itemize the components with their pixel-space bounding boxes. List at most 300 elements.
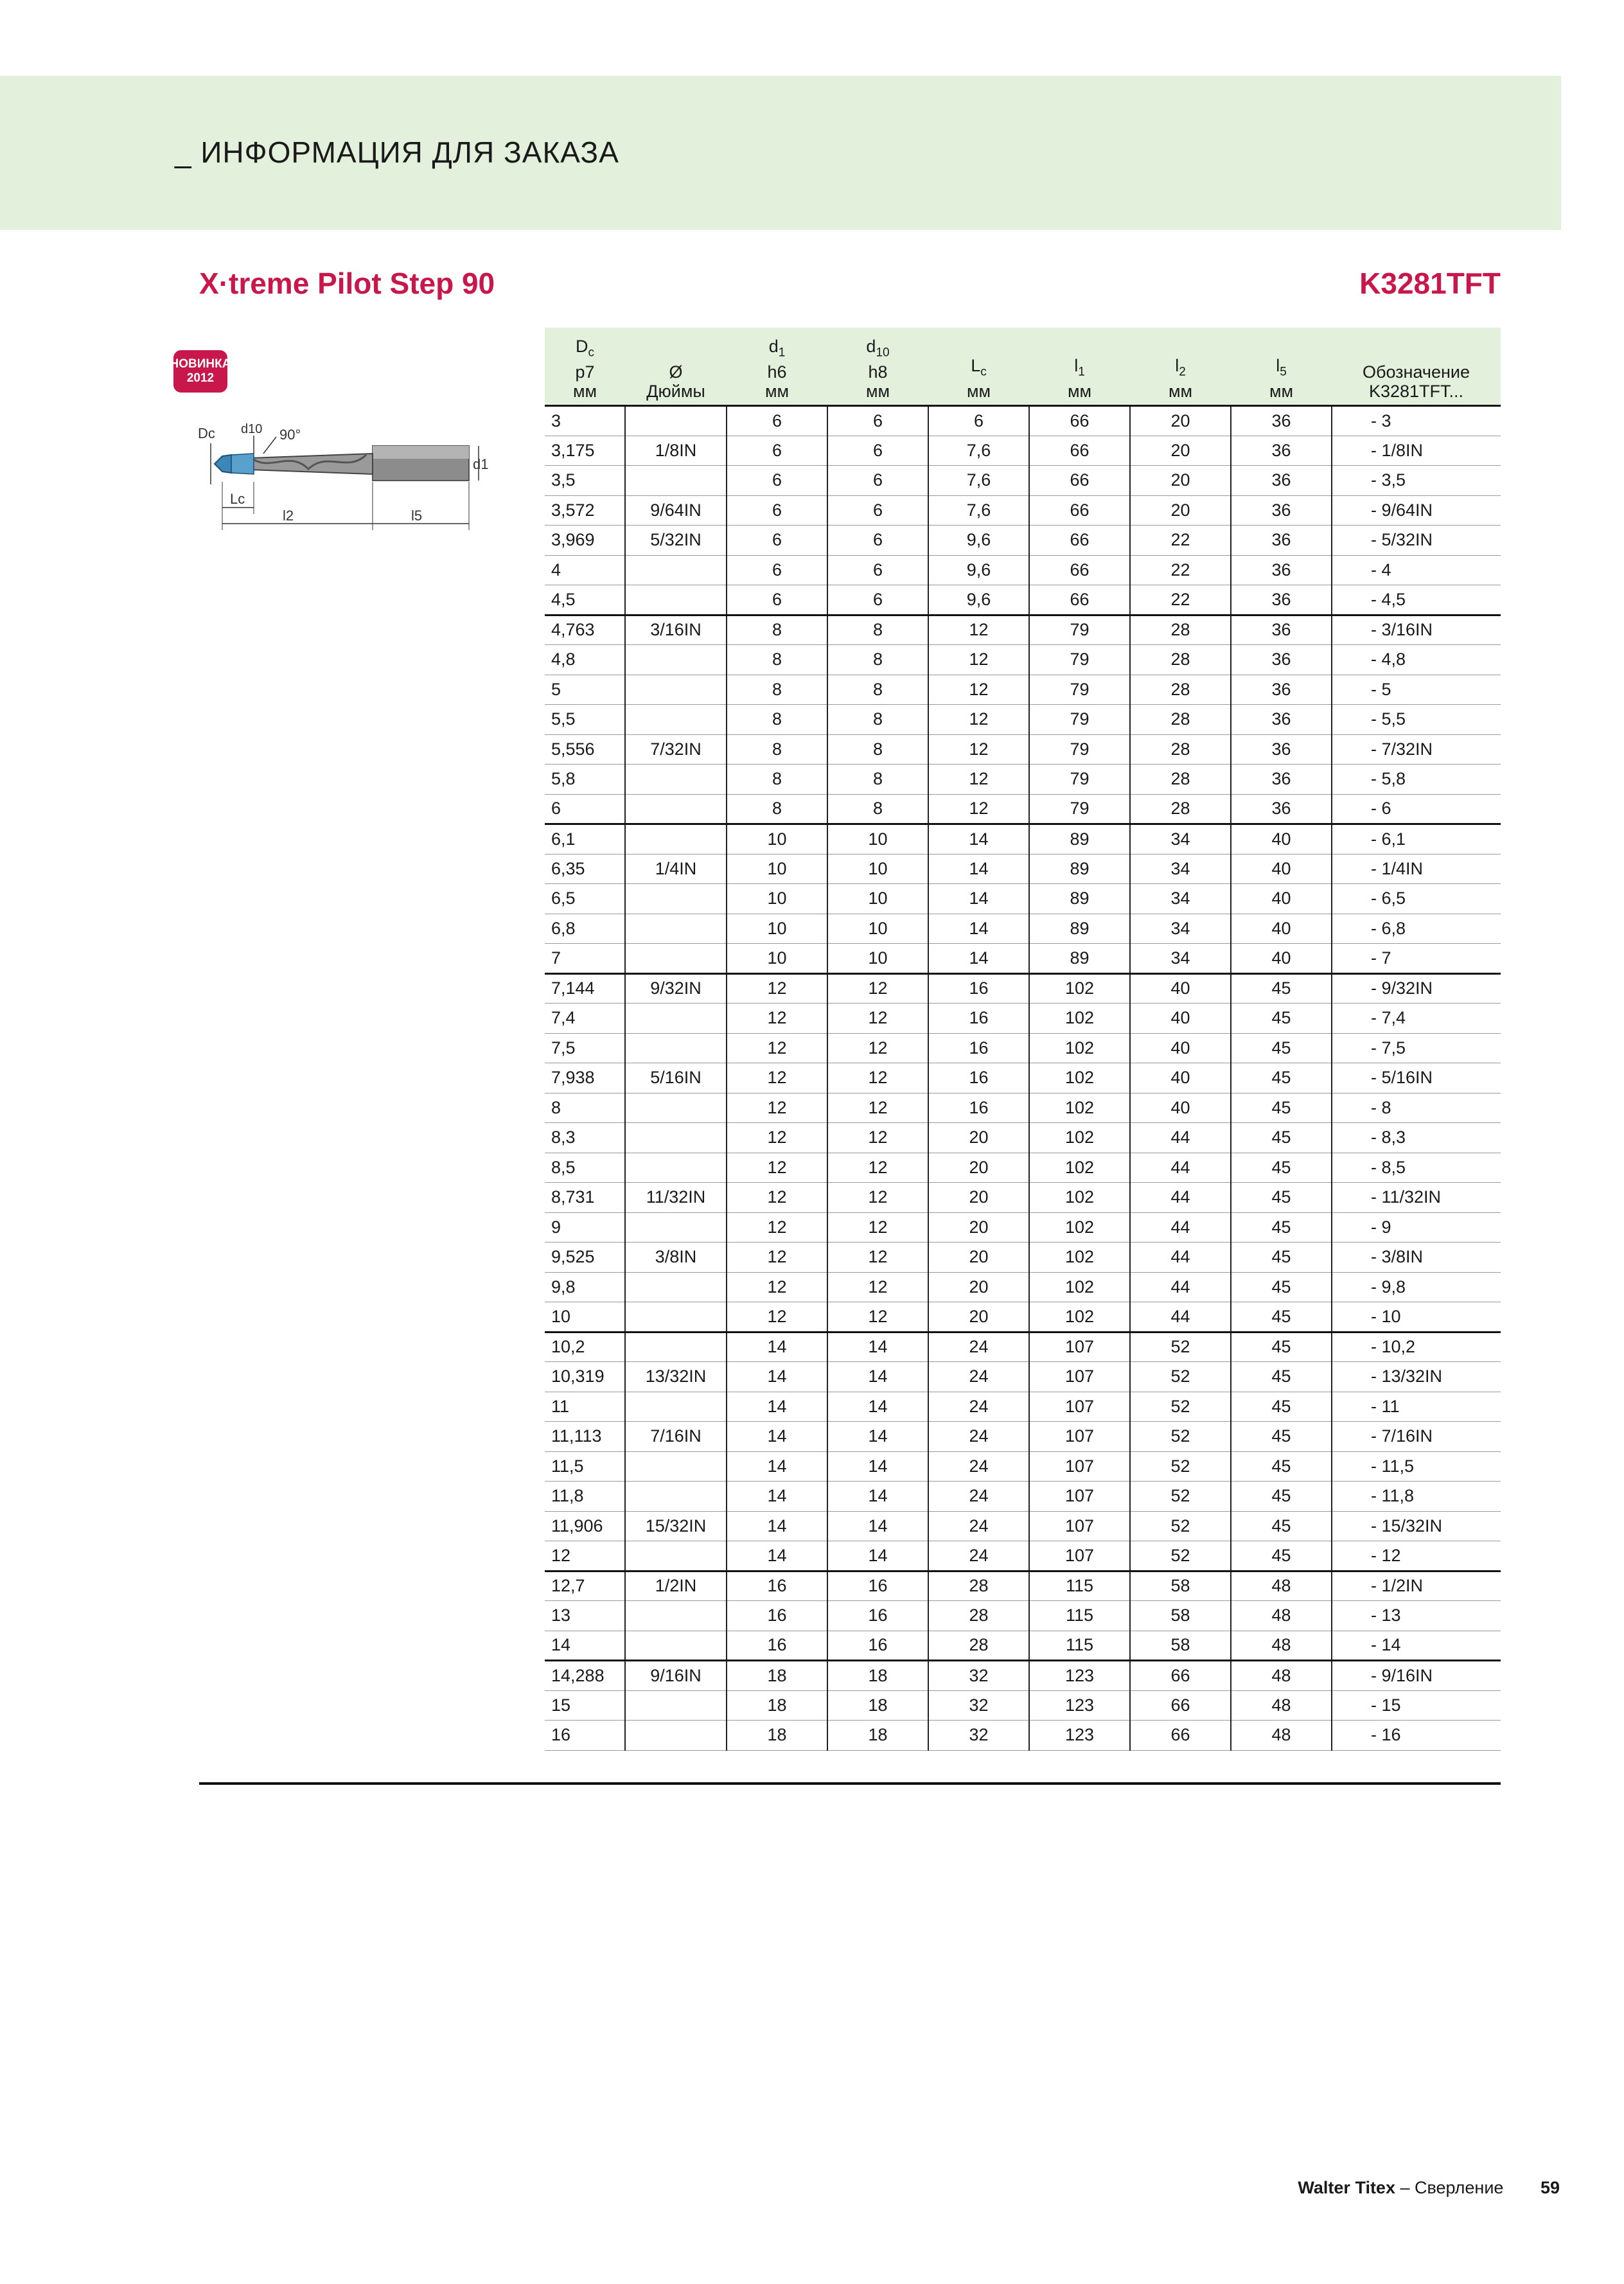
- table-cell: - 6,8: [1332, 914, 1501, 944]
- table-cell: 40: [1231, 914, 1332, 944]
- table-cell: 11,113: [545, 1422, 625, 1452]
- table-cell: 14: [727, 1482, 827, 1512]
- table-cell: 6: [727, 406, 827, 436]
- table-cell: 16: [545, 1721, 625, 1751]
- table-cell: 28: [1130, 645, 1231, 675]
- table-row: [545, 1272, 1501, 1302]
- table-cell: 12: [827, 1183, 928, 1213]
- table-cell: 9: [545, 1212, 625, 1243]
- table-cell: 9/64IN: [625, 495, 727, 526]
- table-cell: - 13: [1332, 1601, 1501, 1631]
- table-cell: 44: [1130, 1272, 1231, 1302]
- table-row: [545, 1482, 1501, 1512]
- table-cell: 16: [827, 1601, 928, 1631]
- table-row: [545, 615, 1501, 645]
- table-header-row: [545, 328, 1501, 406]
- table-cell: [625, 1093, 727, 1123]
- table-cell: 20: [1130, 466, 1231, 496]
- table-row: [545, 1392, 1501, 1422]
- product-name: X·treme Pilot Step 90: [199, 267, 495, 300]
- table-cell: 52: [1130, 1451, 1231, 1482]
- table-cell: 8: [827, 705, 928, 735]
- product-code: K3281TFT: [1359, 267, 1501, 300]
- table-cell: 8: [727, 705, 827, 735]
- table-cell: 36: [1231, 406, 1332, 436]
- table-cell: - 9,8: [1332, 1272, 1501, 1302]
- table-cell: 7/16IN: [625, 1422, 727, 1452]
- table-cell: 14: [727, 1511, 827, 1541]
- table-cell: 44: [1130, 1123, 1231, 1153]
- table-cell: [625, 1482, 727, 1512]
- table-cell: - 1/2IN: [1332, 1571, 1501, 1601]
- table-cell: - 3: [1332, 406, 1501, 436]
- table-cell: - 5,8: [1332, 765, 1501, 795]
- table-cell: 16: [928, 1093, 1029, 1123]
- table-cell: 40: [1130, 1033, 1231, 1063]
- label-lc: Lc: [230, 491, 245, 507]
- table-cell: 52: [1130, 1541, 1231, 1571]
- table-cell: 123: [1029, 1721, 1130, 1751]
- table-cell: [625, 466, 727, 496]
- table-row: [545, 1362, 1501, 1392]
- table-cell: 36: [1231, 555, 1332, 585]
- table-cell: 7: [545, 944, 625, 974]
- table-row: [545, 794, 1501, 824]
- table-cell: 14: [545, 1631, 625, 1661]
- table-cell: 3,572: [545, 495, 625, 526]
- table-cell: [625, 1690, 727, 1721]
- table-cell: [625, 406, 727, 436]
- table-cell: - 11,5: [1332, 1451, 1501, 1482]
- table-cell: [625, 1601, 727, 1631]
- table-bottom-rule: [199, 1782, 1501, 1785]
- table-cell: 7,144: [545, 973, 625, 1004]
- table-cell: - 7: [1332, 944, 1501, 974]
- table-cell: - 10: [1332, 1302, 1501, 1332]
- table-cell: 66: [1029, 555, 1130, 585]
- table-cell: - 5,5: [1332, 705, 1501, 735]
- table-cell: 40: [1231, 854, 1332, 884]
- table-cell: 66: [1130, 1690, 1231, 1721]
- table-cell: 8: [827, 794, 928, 824]
- table-cell: 4,5: [545, 585, 625, 615]
- table-cell: 66: [1029, 406, 1130, 436]
- table-cell: 6,1: [545, 824, 625, 854]
- table-cell: 8: [827, 734, 928, 765]
- table-cell: 32: [928, 1721, 1029, 1751]
- column-header: $d_{10}$ h8 мм: [827, 328, 928, 406]
- footer-section: – Сверление: [1400, 2178, 1504, 2197]
- table-cell: 24: [928, 1451, 1029, 1482]
- table-cell: 48: [1231, 1690, 1332, 1721]
- table-cell: 34: [1130, 884, 1231, 914]
- table-row: [545, 944, 1501, 974]
- table-cell: 79: [1029, 645, 1130, 675]
- label-d1: d1: [473, 456, 489, 472]
- table-cell: 8: [727, 615, 827, 645]
- table-row: [545, 705, 1501, 735]
- table-cell: 12: [827, 1212, 928, 1243]
- table-cell: [625, 585, 727, 615]
- table-cell: - 4,5: [1332, 585, 1501, 615]
- table-cell: 16: [727, 1631, 827, 1661]
- table-cell: 66: [1029, 585, 1130, 615]
- table-cell: 24: [928, 1392, 1029, 1422]
- table-row: [545, 495, 1501, 526]
- table-row: [545, 675, 1501, 705]
- table-cell: 6: [827, 466, 928, 496]
- table-cell: 102: [1029, 1033, 1130, 1063]
- table-row: [545, 1422, 1501, 1452]
- table-cell: [625, 1541, 727, 1571]
- table-row: [545, 1212, 1501, 1243]
- table-row: [545, 734, 1501, 765]
- table-cell: 10,319: [545, 1362, 625, 1392]
- table-cell: 89: [1029, 854, 1130, 884]
- table-cell: 36: [1231, 615, 1332, 645]
- table-cell: 14: [928, 824, 1029, 854]
- table-cell: 14: [928, 914, 1029, 944]
- table-cell: 10: [727, 914, 827, 944]
- table-cell: 79: [1029, 705, 1130, 735]
- table-cell: 66: [1130, 1661, 1231, 1691]
- table-cell: 36: [1231, 675, 1332, 705]
- table-cell: [625, 645, 727, 675]
- table-cell: - 3/16IN: [1332, 615, 1501, 645]
- table-cell: 9,6: [928, 555, 1029, 585]
- table-cell: [625, 1123, 727, 1153]
- table-cell: 10: [827, 824, 928, 854]
- table-cell: 24: [928, 1482, 1029, 1512]
- table-cell: [625, 824, 727, 854]
- table-cell: 20: [928, 1272, 1029, 1302]
- table-cell: 52: [1130, 1422, 1231, 1452]
- table-row: [545, 884, 1501, 914]
- table-cell: 40: [1130, 1063, 1231, 1093]
- table-cell: 52: [1130, 1362, 1231, 1392]
- table-cell: 123: [1029, 1661, 1130, 1691]
- table-cell: 36: [1231, 734, 1332, 765]
- table-cell: 107: [1029, 1451, 1130, 1482]
- table-cell: - 7,5: [1332, 1033, 1501, 1063]
- drill-diagram-icon: [193, 418, 495, 553]
- table-row: [545, 914, 1501, 944]
- table-cell: 12: [727, 1123, 827, 1153]
- table-cell: - 11,8: [1332, 1482, 1501, 1512]
- table-cell: - 6,5: [1332, 884, 1501, 914]
- table-cell: 34: [1130, 854, 1231, 884]
- table-cell: 40: [1231, 824, 1332, 854]
- table-cell: 18: [827, 1690, 928, 1721]
- table-cell: 12: [928, 675, 1029, 705]
- table-cell: 16: [928, 1004, 1029, 1034]
- table-cell: 12: [727, 1033, 827, 1063]
- table-cell: 89: [1029, 884, 1130, 914]
- table-cell: 16: [827, 1631, 928, 1661]
- table-cell: 36: [1231, 585, 1332, 615]
- table-cell: 12: [827, 1004, 928, 1034]
- table-row: [545, 466, 1501, 496]
- table-cell: 48: [1231, 1661, 1332, 1691]
- table-cell: 102: [1029, 1272, 1130, 1302]
- table-row: [545, 1511, 1501, 1541]
- table-cell: 16: [827, 1571, 928, 1601]
- table-cell: 14: [827, 1392, 928, 1422]
- table-cell: 12: [827, 1123, 928, 1153]
- table-cell: - 15/32IN: [1332, 1511, 1501, 1541]
- table-cell: 6: [827, 436, 928, 466]
- table-cell: 102: [1029, 1063, 1130, 1093]
- table-cell: 8: [727, 645, 827, 675]
- table-cell: 79: [1029, 734, 1130, 765]
- table-cell: 48: [1231, 1571, 1332, 1601]
- table-cell: 28: [1130, 705, 1231, 735]
- table-cell: 36: [1231, 705, 1332, 735]
- table-cell: 36: [1231, 436, 1332, 466]
- table-cell: 40: [1231, 884, 1332, 914]
- table-cell: 89: [1029, 914, 1130, 944]
- table-cell: 48: [1231, 1721, 1332, 1751]
- table-cell: [625, 794, 727, 824]
- table-cell: 44: [1130, 1243, 1231, 1273]
- table-cell: 28: [1130, 615, 1231, 645]
- table-cell: 107: [1029, 1332, 1130, 1362]
- table-cell: 5: [545, 675, 625, 705]
- table-cell: 16: [727, 1601, 827, 1631]
- table-cell: 20: [1130, 436, 1231, 466]
- table-cell: 7,6: [928, 466, 1029, 496]
- table-cell: 6: [928, 406, 1029, 436]
- table-cell: 11: [545, 1392, 625, 1422]
- table-cell: 3/16IN: [625, 615, 727, 645]
- table-cell: 6: [827, 495, 928, 526]
- table-cell: 79: [1029, 675, 1130, 705]
- table-cell: 24: [928, 1541, 1029, 1571]
- table-cell: 44: [1130, 1183, 1231, 1213]
- table-cell: - 16: [1332, 1721, 1501, 1751]
- table-cell: 66: [1029, 526, 1130, 556]
- table-cell: [625, 1212, 727, 1243]
- table-row: [545, 1302, 1501, 1332]
- table-cell: 89: [1029, 824, 1130, 854]
- table-cell: [625, 1004, 727, 1034]
- table-row: [545, 1063, 1501, 1093]
- table-cell: 115: [1029, 1631, 1130, 1661]
- table-cell: [625, 1631, 727, 1661]
- table-cell: 12: [727, 1302, 827, 1332]
- table-cell: 52: [1130, 1332, 1231, 1362]
- table-cell: 14,288: [545, 1661, 625, 1691]
- table-cell: 107: [1029, 1482, 1130, 1512]
- table-cell: 3/8IN: [625, 1243, 727, 1273]
- table-cell: 36: [1231, 495, 1332, 526]
- table-cell: 7,5: [545, 1033, 625, 1063]
- table-cell: 6: [727, 436, 827, 466]
- table-cell: 12: [827, 1033, 928, 1063]
- table-cell: 18: [827, 1721, 928, 1751]
- table-cell: 6: [727, 585, 827, 615]
- table-cell: - 10,2: [1332, 1332, 1501, 1362]
- table-cell: 5/32IN: [625, 526, 727, 556]
- table-cell: [625, 1033, 727, 1063]
- table-cell: 12: [727, 1212, 827, 1243]
- table-cell: 12: [928, 705, 1029, 735]
- column-header: $D_c$ p7 мм: [545, 328, 625, 406]
- table-cell: - 9/16IN: [1332, 1661, 1501, 1691]
- table-cell: 16: [928, 973, 1029, 1004]
- table-cell: 12: [928, 645, 1029, 675]
- table-cell: 13: [545, 1601, 625, 1631]
- table-cell: 12: [827, 1302, 928, 1332]
- table-cell: 14: [827, 1482, 928, 1512]
- table-cell: 14: [727, 1422, 827, 1452]
- table-cell: 1/2IN: [625, 1571, 727, 1601]
- table-cell: 8: [727, 794, 827, 824]
- table-cell: 6: [727, 495, 827, 526]
- table-cell: 11,906: [545, 1511, 625, 1541]
- table-cell: 102: [1029, 1153, 1130, 1183]
- table-cell: 9/32IN: [625, 973, 727, 1004]
- table-cell: [625, 914, 727, 944]
- table-cell: 10: [727, 854, 827, 884]
- table-cell: 8: [827, 615, 928, 645]
- table-cell: 20: [928, 1243, 1029, 1273]
- table-cell: 48: [1231, 1631, 1332, 1661]
- table-cell: 34: [1130, 914, 1231, 944]
- table-cell: 5,5: [545, 705, 625, 735]
- table-cell: 8,731: [545, 1183, 625, 1213]
- column-header: $l_1$ мм: [1029, 328, 1130, 406]
- table-cell: 45: [1231, 1511, 1332, 1541]
- table-cell: 7,938: [545, 1063, 625, 1093]
- column-header: $l_5$ мм: [1231, 328, 1332, 406]
- table-cell: 6: [827, 555, 928, 585]
- table-row: [545, 1451, 1501, 1482]
- table-cell: 24: [928, 1422, 1029, 1452]
- table-cell: 102: [1029, 1302, 1130, 1332]
- table-cell: 3,175: [545, 436, 625, 466]
- table-cell: 32: [928, 1690, 1029, 1721]
- table-cell: - 1/8IN: [1332, 436, 1501, 466]
- table-cell: 11,8: [545, 1482, 625, 1512]
- table-cell: 6: [727, 555, 827, 585]
- table-cell: 102: [1029, 1183, 1130, 1213]
- page-footer: [1298, 2178, 1560, 2198]
- table-cell: [625, 944, 727, 974]
- table-cell: 102: [1029, 1212, 1130, 1243]
- table-cell: 45: [1231, 1004, 1332, 1034]
- table-cell: 8: [727, 765, 827, 795]
- table-cell: - 9/64IN: [1332, 495, 1501, 526]
- table-cell: 16: [727, 1571, 827, 1601]
- table-cell: 22: [1130, 585, 1231, 615]
- table-row: [545, 1183, 1501, 1213]
- table-cell: 14: [827, 1422, 928, 1452]
- table-cell: 28: [928, 1571, 1029, 1601]
- table-row: [545, 1153, 1501, 1183]
- table-cell: [625, 1721, 727, 1751]
- table-cell: 12: [827, 1153, 928, 1183]
- table-cell: 8,3: [545, 1123, 625, 1153]
- table-cell: 12: [727, 1272, 827, 1302]
- table-cell: 45: [1231, 1451, 1332, 1482]
- table-body: [545, 406, 1501, 1751]
- table-cell: 45: [1231, 1063, 1332, 1093]
- table-cell: - 9/32IN: [1332, 973, 1501, 1004]
- column-header: $l_2$ мм: [1130, 328, 1231, 406]
- table-cell: 45: [1231, 1153, 1332, 1183]
- badge-line2: 2012: [186, 371, 215, 385]
- table-cell: 14: [827, 1511, 928, 1541]
- table-cell: [625, 705, 727, 735]
- table-cell: 14: [928, 854, 1029, 884]
- table-cell: 107: [1029, 1541, 1130, 1571]
- table-cell: 12: [928, 794, 1029, 824]
- table-cell: 20: [1130, 406, 1231, 436]
- table-cell: 4,763: [545, 615, 625, 645]
- label-l5: l5: [411, 508, 423, 524]
- table-cell: 16: [928, 1063, 1029, 1093]
- table-cell: 107: [1029, 1392, 1130, 1422]
- table-cell: 66: [1029, 436, 1130, 466]
- table-cell: - 15: [1332, 1690, 1501, 1721]
- table-row: [545, 1123, 1501, 1153]
- table-cell: 12: [827, 1243, 928, 1273]
- table-cell: 52: [1130, 1511, 1231, 1541]
- column-header: $L_c$ мм: [928, 328, 1029, 406]
- table-cell: [625, 1302, 727, 1332]
- table-cell: 45: [1231, 973, 1332, 1004]
- table-row: [545, 1661, 1501, 1691]
- table-cell: [625, 1451, 727, 1482]
- table-cell: 12,7: [545, 1571, 625, 1601]
- table-cell: 102: [1029, 1093, 1130, 1123]
- table-row: [545, 526, 1501, 556]
- table-row: [545, 765, 1501, 795]
- table-cell: - 8: [1332, 1093, 1501, 1123]
- table-cell: - 5/32IN: [1332, 526, 1501, 556]
- table-cell: 40: [1231, 944, 1332, 974]
- table-cell: 12: [827, 1093, 928, 1123]
- table-cell: 7,6: [928, 436, 1029, 466]
- table-cell: 9,6: [928, 585, 1029, 615]
- table-cell: - 13/32IN: [1332, 1362, 1501, 1392]
- table-cell: 28: [1130, 675, 1231, 705]
- page-title: _ ИНФОРМАЦИЯ ДЛЯ ЗАКАЗА: [175, 136, 619, 169]
- table-cell: 12: [727, 1004, 827, 1034]
- table-cell: 45: [1231, 1212, 1332, 1243]
- table-cell: 6,5: [545, 884, 625, 914]
- table-cell: 32: [928, 1661, 1029, 1691]
- table-cell: 14: [827, 1451, 928, 1482]
- table-cell: 12: [827, 973, 928, 1004]
- table-cell: 45: [1231, 1183, 1332, 1213]
- table-row: [545, 1243, 1501, 1273]
- table-cell: - 6: [1332, 794, 1501, 824]
- table-cell: [625, 1272, 727, 1302]
- table-cell: - 7/32IN: [1332, 734, 1501, 765]
- table-cell: 9,6: [928, 526, 1029, 556]
- table-cell: 115: [1029, 1601, 1130, 1631]
- table-cell: 45: [1231, 1302, 1332, 1332]
- table-cell: 107: [1029, 1422, 1130, 1452]
- table-cell: 7/32IN: [625, 734, 727, 765]
- table-cell: 14: [727, 1392, 827, 1422]
- table-cell: 20: [928, 1153, 1029, 1183]
- table-cell: 1/8IN: [625, 436, 727, 466]
- table-cell: 28: [1130, 765, 1231, 795]
- table-cell: 24: [928, 1332, 1029, 1362]
